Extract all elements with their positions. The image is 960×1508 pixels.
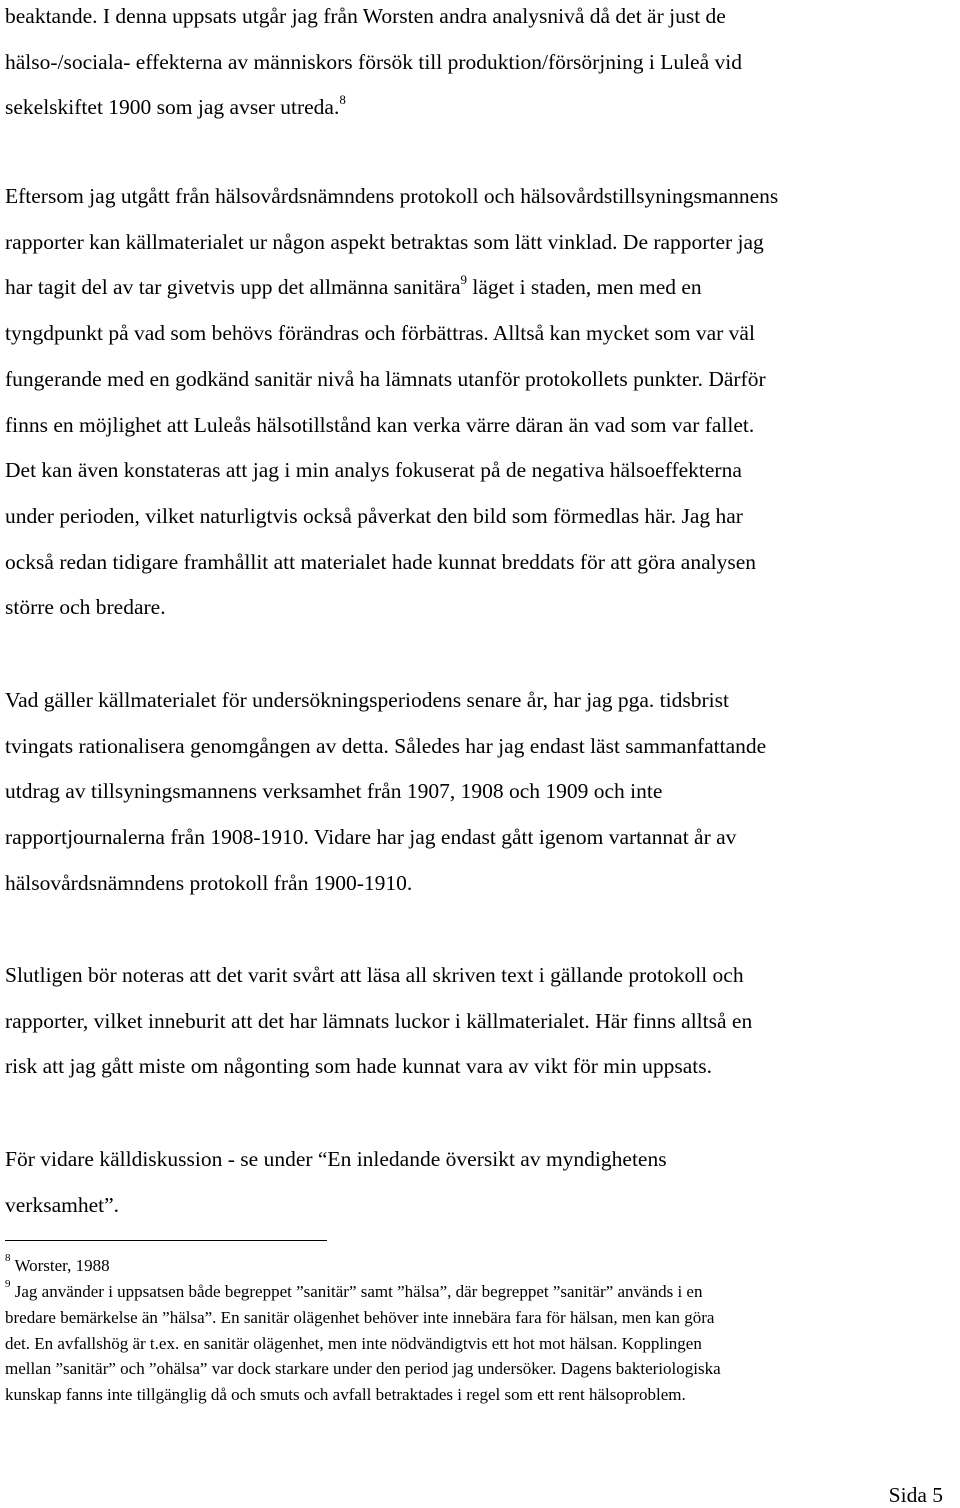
footnote-text: Worster, 1988 <box>14 1256 110 1275</box>
footnote-text: bredare bemärkelse än ”hälsa”. En sanitär olägenhet behöver inte innebära fara för hälsan, men kan göra <box>5 1307 715 1327</box>
text-line: Det kan även konstateras att jag i min analys fokuserat på de negativa hälsoeffekterna <box>5 458 742 483</box>
text-line: hälso-/sociala- effekterna av människors försök till produktion/försörjning i Luleå vid <box>5 49 742 74</box>
text-line: rapporter kan källmaterialet ur någon aspekt betraktas som lätt vinklad. De rapporter jag <box>5 229 764 254</box>
footnote-number: 9 <box>5 1278 11 1291</box>
footnote-text: mellan ”sanitär” och ”ohälsa” var dock starkare under den period jag undersöker. Dagens bakteriologiska <box>5 1359 721 1379</box>
paragraph-3 <box>5 678 945 907</box>
text-line: under perioden, vilket naturligtvis också påverkat den bild som förmedlas här. Jag har <box>5 503 743 528</box>
text-line: fungerande med en godkänd sanitär nivå ha lämnats utanför protokollets punkter. Därför <box>5 366 766 391</box>
footnote-ref-8[interactable]: 8 <box>339 92 346 108</box>
footnote-9 <box>5 1279 945 1408</box>
text-line: tyngdpunkt på vad som behövs förändras och förbättras. Alltså kan mycket som var väl <box>5 321 755 346</box>
footnote-ref-9[interactable]: 9 <box>460 272 468 288</box>
paragraph-4 <box>5 953 945 1090</box>
text-line: större och bredare. <box>5 595 166 620</box>
text-line: Eftersom jag utgått från hälsovårdsnämndens protokoll och hälsovårdstillsyningsmannens <box>5 184 779 208</box>
footnote-text: Jag använder i uppsatsen både begreppet ”sanitär” samt ”hälsa”, där begreppet ”sanitär” används i en <box>14 1282 703 1301</box>
text-line: Slutligen bör noteras att det varit svårt att läsa all skriven text i gällande protokoll och <box>5 963 744 987</box>
text-line: risk att jag gått miste om någonting som hade kunnat vara av vikt för min uppsats. <box>5 1054 712 1079</box>
text-line: också redan tidigare framhållit att materialet hade kunnat breddats för att göra analysen <box>5 549 756 574</box>
footnote-text: kunskap fanns inte tillgänglig då och smuts och avfall betraktades i regel som ett rent hälsoproblem. <box>5 1385 686 1405</box>
paragraph-2 <box>5 174 945 631</box>
text-line: För vidare källdiskussion - se under “En inledande översikt av myndighetens <box>5 1147 667 1171</box>
footnote-separator <box>5 1240 327 1241</box>
text-line: hälsovårdsnämndens protokoll från 1900-1910. <box>5 870 413 895</box>
text-line: finns en möjlighet att Luleås hälsotillstånd kan verka värre däran än vad som var fallet. <box>5 412 755 437</box>
text-line: rapportjournalerna från 1908-1910. Vidare har jag endast gått igenom vartannat år av <box>5 825 737 850</box>
text-line: utdrag av tillsyningsmannens verksamhet från 1907, 1908 och 1909 och inte <box>5 779 663 804</box>
text-line: tvingats rationalisera genomgången av detta. Således har jag endast läst sammanfattande <box>5 733 767 758</box>
paragraph-5 <box>5 1137 945 1228</box>
text-line: sekelskiftet 1900 som jag avser utreda.$^8$ <box>5 92 346 120</box>
text-line: har tagit del av tar givetvis upp det allmänna sanitära$^9$ läget i staden, men med en <box>5 272 702 300</box>
footnote-8 <box>5 1253 945 1279</box>
paragraph-1 <box>5 0 945 131</box>
text-line: rapporter, vilket inneburit att det har lämnats luckor i källmaterialet. Här finns alltså en <box>5 1008 753 1033</box>
text-line: beaktande. I denna uppsats utgår jag från Worsten andra analysnivå då det är just de <box>5 4 726 28</box>
footnote-text: det. En avfallshög är t.ex. en sanitär olägenhet, men inte nödvändigtvis ett hot mot hälsan. Kopplingen <box>5 1333 702 1353</box>
footnote-number: 8 <box>5 1252 11 1265</box>
text-line: Vad gäller källmaterialet för undersökningsperiodens senare år, har jag pga. tidsbrist <box>5 688 729 712</box>
page-number: Sida 5 <box>888 1483 943 1507</box>
text-line: verksamhet”. <box>5 1192 120 1217</box>
